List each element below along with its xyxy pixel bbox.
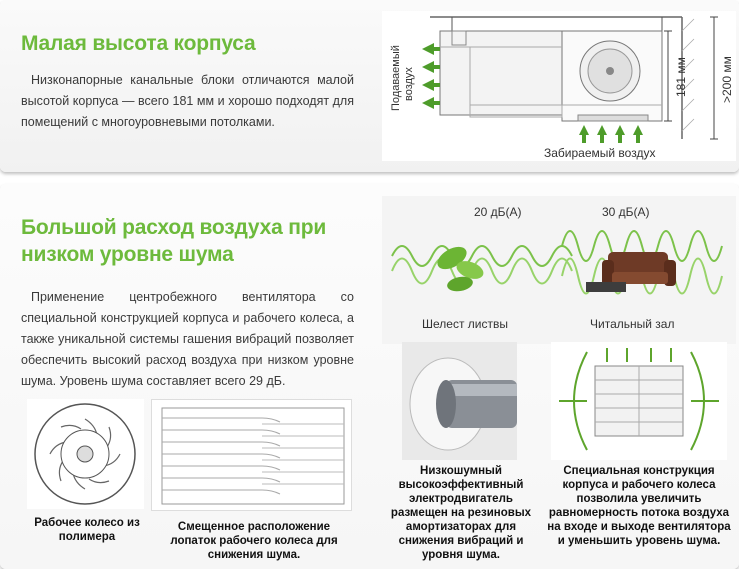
airflow-housing-icon — [551, 342, 727, 460]
blades-caption: Смещенное расположение лопаток рабочего колеса для снижения шума. — [170, 521, 338, 561]
section-low-noise — [0, 184, 739, 569]
unit-height-diagram — [382, 11, 736, 161]
housing-airflow-image — [551, 342, 727, 460]
left-noise-label: Шелест листвы — [422, 317, 508, 331]
right-noise-label: Читальный зал — [590, 317, 675, 331]
motor-image — [402, 342, 517, 460]
motor-icon — [402, 342, 517, 460]
right-db-label: 30 дБ(А) — [602, 205, 650, 219]
impeller-caption: Рабочее колесо из полимера — [34, 517, 140, 543]
leaves-icon — [434, 242, 486, 293]
section1-text: Низконапорные канальные блоки отличаются малой высотой корпуса — всего 181 мм и хорошо подходят для помещений с многоуровневыми потолками. — [21, 73, 354, 129]
intake-air-label: Забираемый воздух — [544, 146, 656, 160]
height-200-label: >200 мм — [720, 56, 734, 103]
section1-title: Малая высота корпуса — [21, 32, 256, 55]
section2-title-line1: Большой расход воздуха при — [21, 216, 327, 239]
blades-image — [151, 399, 352, 511]
offset-blades-icon — [152, 400, 351, 510]
housing-caption: Специальная конструкция корпуса и рабочего колеса позволила увеличить равномерность потока воздуха на входе и выходе вентилятора и уменьшить уровень шума. — [547, 465, 731, 547]
section2-text: Применение центробежного вентилятора со специальной конструкцией корпуса и рабочего колеса, а также уникальной системы гашения вибраций позволяет обеспечить высокий расход воздуха при низком уровне шума. Уровень шума составляет всего 29 дБ. — [21, 290, 354, 388]
impeller-image — [27, 399, 144, 509]
height-181-label: 181 мм — [674, 57, 688, 97]
supply-air-label-1: Подаваемый — [390, 45, 402, 111]
unit-diagram-svg — [382, 11, 736, 161]
supply-air-label-2: воздух — [403, 67, 415, 101]
sofa-icon — [586, 252, 676, 292]
left-db-label: 20 дБ(А) — [474, 205, 522, 219]
motor-caption: Низкошумный высокоэффективный электродвигатель размещен на резиновых амортизаторах для снижения вибраций и уровня шума. — [390, 465, 532, 561]
impeller-icon — [27, 399, 144, 509]
noise-waves-svg — [382, 196, 736, 344]
section2-title-line2: низком уровне шума — [21, 243, 234, 266]
section-low-height — [0, 0, 739, 172]
noise-comparison-graphic — [382, 196, 736, 344]
